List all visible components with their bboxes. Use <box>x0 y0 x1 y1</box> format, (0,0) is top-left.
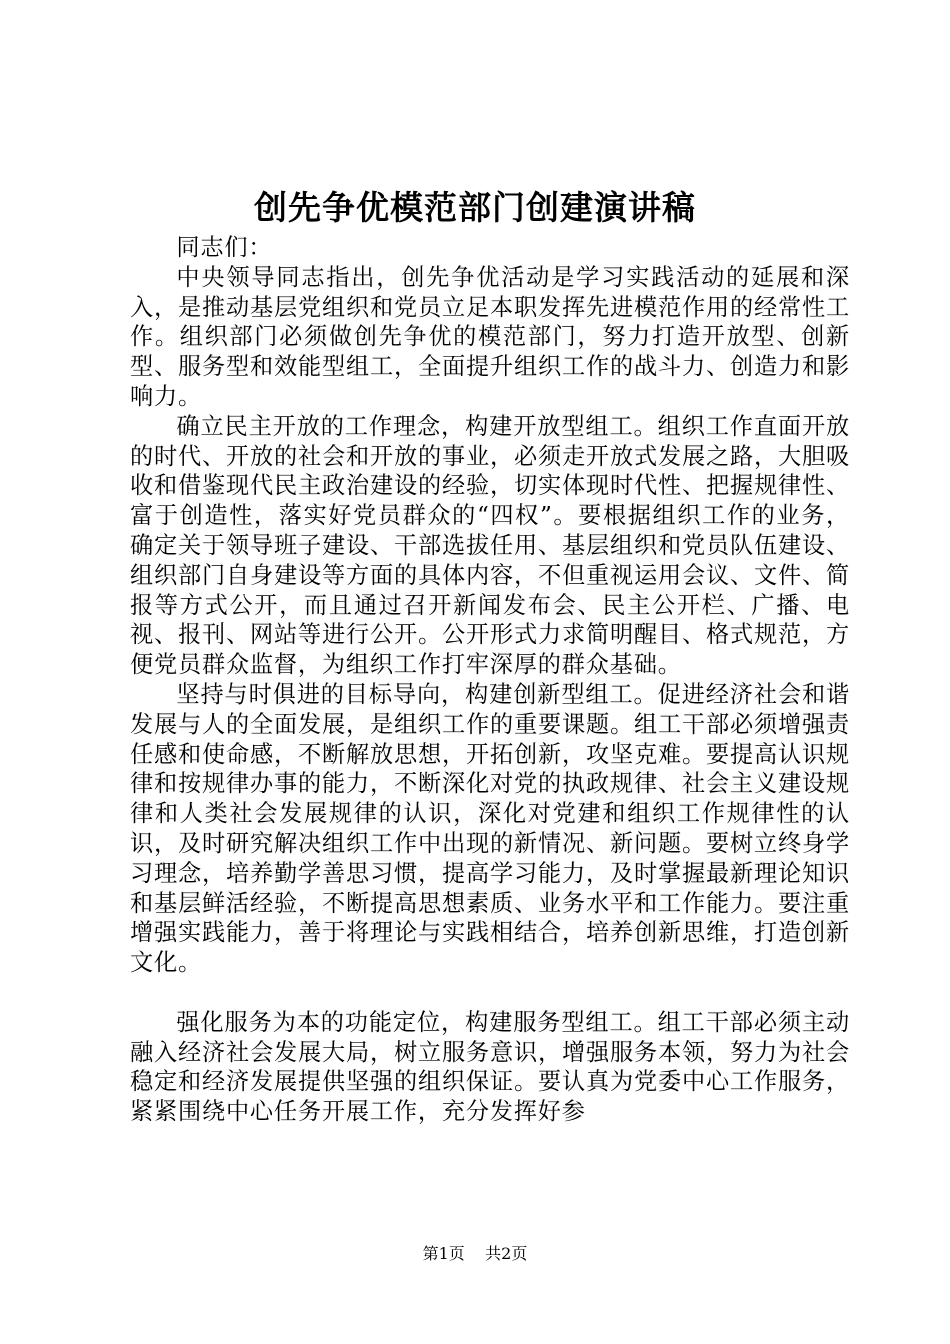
document-title: 创先争优模范部门创建演讲稿 <box>254 188 696 227</box>
paragraph-1: 中央领导同志指出，创先争优活动是学习实践活动的延展和深入，是推动基层党组织和党员立足本职发挥先进模范作用的经常性工作。组织部门必须做创先争优的模范部门，努力打造开放型、创新型、服务型和效能型组工，全面提升组织工作的战斗力、创造力和影响力。 <box>130 263 850 410</box>
page-number: 第1页 <box>422 1244 465 1263</box>
document-body <box>130 233 850 1127</box>
paragraph-4: 强化服务为本的功能定位，构建服务型组工。组工干部必须主动融入经济社会发展大局，树立服务意识，增强服务本领，努力为社会稳定和经济发展提供坚强的组织保证。要认真为党委中心工作服务，紧紧围绕中心任务开展工作，充分发挥好参 <box>130 1008 850 1126</box>
paragraph-3: 坚持与时俱进的目标导向，构建创新型组工。促进经济社会和谐发展与人的全面发展，是组织工作的重要课题。组工干部必须增强责任感和使命感，不断解放思想，开拓创新，攻坚克难。要提高认识规律和按规律办事的能力，不断深化对党的执政规律、社会主义建设规律和人类社会发展规律的认识，深化对党建和组织工作规律性的认识，及时研究解决组织工作中出现的新情况、新问题。要树立终身学习理念，培养勤学善思习惯，提高学习能力，及时掌握最新理论知识和基层鲜活经验，不断提高思想素质、业务水平和工作能力。要注重增强实践能力，善于将理论与实践相结合，培养创新思维，打造创新文化。 <box>130 680 850 977</box>
page-footer <box>0 1244 950 1264</box>
salutation: 同志们： <box>176 234 273 261</box>
paragraph-2: 确立民主开放的工作理念，构建开放型组工。组织工作直面开放的时代、开放的社会和开放的事业，必须走开放式发展之路，大胆吸收和借鉴现代民主政治建设的经验，切实体现时代性、把握规律性、富于创造性，落实好党员群众的“四权”。要根据组织工作的业务，确定关于领导班子建设、干部选拔任用、基层组织和党员队伍建设、组织部门自身建设等方面的具体内容，不但重视运用会议、文件、简报等方式公开，而且通过召开新闻发布会、民主公开栏、广播、电视、报刊、网站等进行公开。公开形式力求简明醒目、格式规范，方便党员群众监督，为组织工作打牢深厚的群众基础。 <box>130 412 850 679</box>
page-separator <box>470 1244 480 1263</box>
page-total: 共2页 <box>485 1244 528 1263</box>
